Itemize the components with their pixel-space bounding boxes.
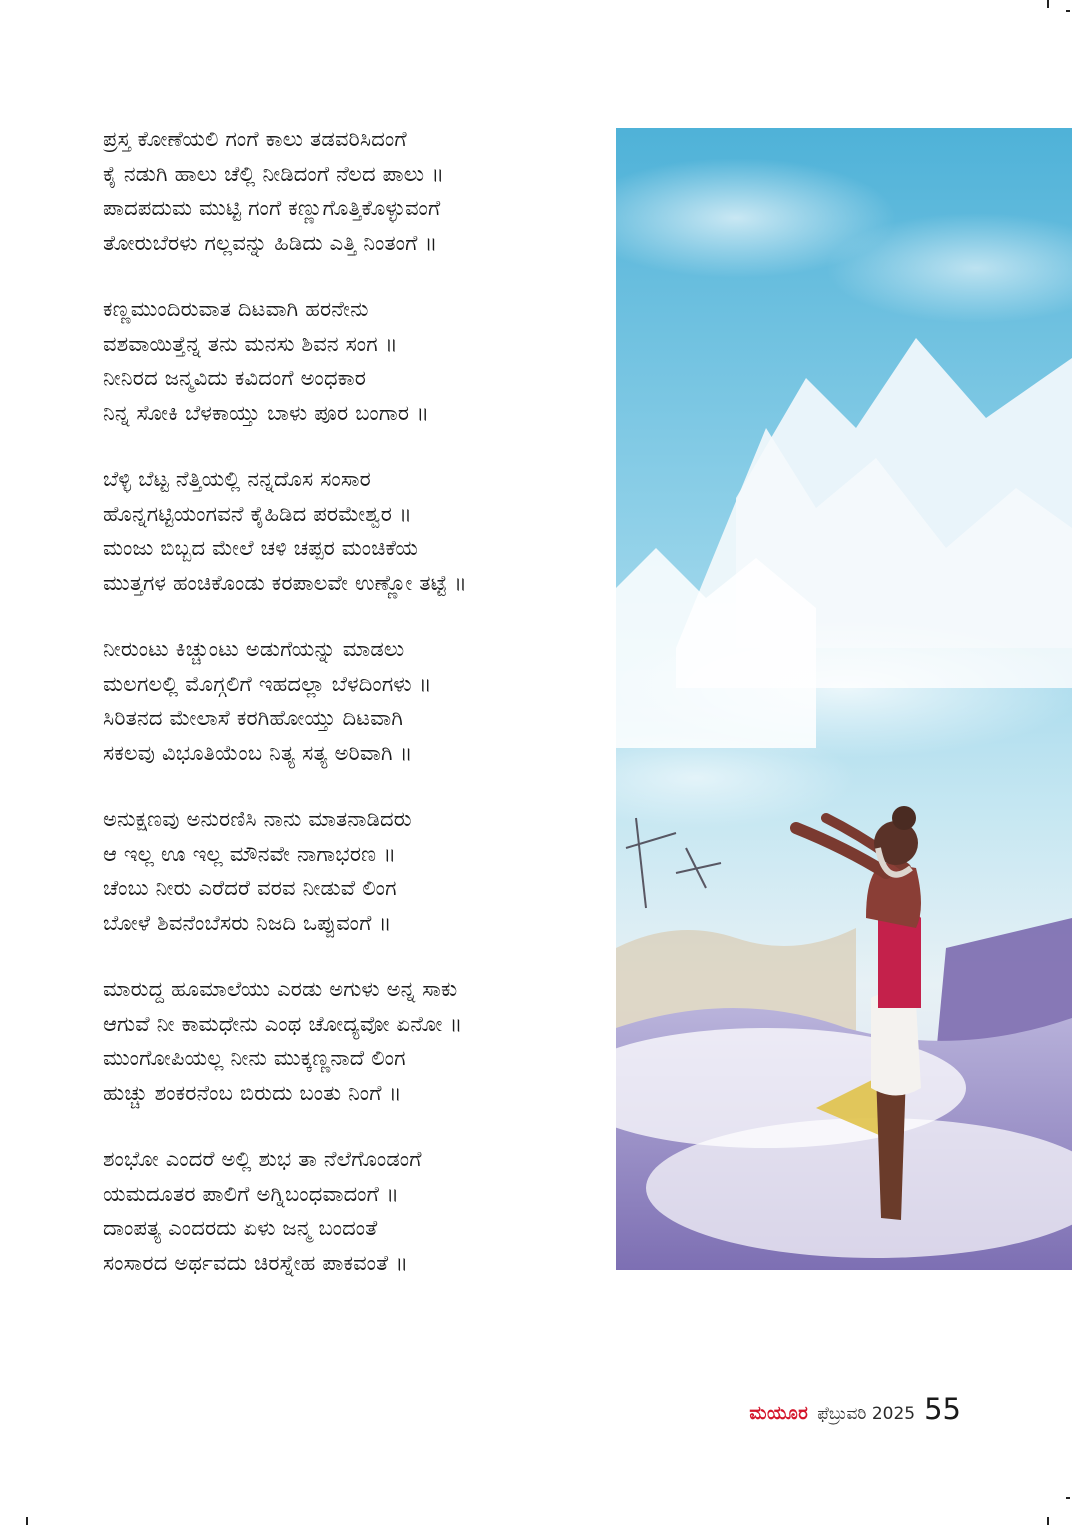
poem-line: ಅನುಕ್ಷಣವು ಅನುರಣಿಸಿ ನಾನು ಮಾತನಾಡಿದರು (103, 807, 412, 831)
poem-line: ಕೈ ನಡುಗಿ ಹಾಲು ಚೆಲ್ಲಿ ನೀಡಿದಂಗೆ ನೆಲದ ಪಾಲು ॥ (103, 161, 445, 186)
poem-line: ಸಂಸಾರದ ಅರ್ಥವದು ಚಿರಸ್ನೇಹ ಪಾಕವಂತೆ ॥ (103, 1250, 409, 1275)
poem-line: ಬೆಳ್ಳಿ ಬೆಟ್ಟ ನೆತ್ತಿಯಲ್ಲಿ ನನ್ನದೊಸ ಸಂಸಾರ (103, 467, 371, 491)
poem-line: ನೀರುಂಟು ಕಿಚ್ಚುಂಟು ಅಡುಗೆಯನ್ನು ಮಾಡಲು (103, 637, 405, 661)
poem-line: ಹುಚ್ಚು ಶಂಕರನೆಂಬ ಬಿರುದು ಬಂತು ನಿಂಗೆ ॥ (103, 1080, 402, 1105)
stanza (103, 632, 603, 770)
poem-line: ಆಗುವೆ ನೀ ಕಾಮಧೇನು ಎಂಥ ಚೋದ್ಯವೋ ಏನೋ ॥ (103, 1011, 463, 1036)
poem-text (103, 122, 603, 1312)
poem-line: ವಶವಾಯಿತ್ತೆನ್ನ ತನು ಮನಸು ಶಿವನ ಸಂಗ ॥ (103, 331, 398, 356)
poem-line: ಸಿರಿತನದ ಮೇಲಾಸೆ ಕರಗಿಹೋಯ್ತು ದಿಟವಾಗಿ (103, 706, 404, 730)
poem-line: ಚೆಂಬು ನೀರು ಎರೆದರೆ ವರವ ನೀಡುವೆ ಲಿಂಗ (103, 876, 397, 900)
devotee-painting (616, 128, 1072, 1270)
poem-line: ಸಕಲವು ವಿಭೂತಿಯೆಂಬ ನಿತ್ಯ ಸತ್ಯ ಅರಿವಾಗಿ ॥ (103, 740, 413, 765)
poem-line: ಮಲಗಲಲ್ಲಿ ಮೊಗ್ಗಲಿಗೆ ಇಹದಲ್ಲಾ ಬೆಳದಿಂಗಳು ॥ (103, 671, 432, 696)
issue-date: ಫೆಬ್ರುವರಿ 2025 (817, 1404, 916, 1424)
page-number: 55 (924, 1392, 961, 1426)
crop-mark (1047, 1517, 1049, 1525)
crop-mark (1066, 1497, 1070, 1499)
crop-mark (1066, 10, 1070, 12)
stanza (103, 1142, 603, 1280)
poem-line: ಆ ಇಲ್ಲ ಊ ಇಲ್ಲ ಮೌನವೇ ನಾಗಾಭರಣ ॥ (103, 841, 397, 866)
poem-line: ಮುತ್ತಗಳ ಹಂಚಿಕೊಂಡು ಕರಪಾಲವೇ ಉಣ್ಣೋ ತಟ್ಟೆ ॥ (103, 570, 467, 595)
stanza (103, 972, 603, 1110)
poem-line: ಹೊನ್ನಗಟ್ಟಿಯಂಗವನೆ ಕೈಹಿಡಿದ ಪರಮೇಶ್ವರ ॥ (103, 501, 412, 526)
poem-line: ಮಂಜು ಬಿಬ್ಬದ ಮೇಲೆ ಚಳಿ ಚಪ್ಪರ ಮಂಚಿಕೆಯ (103, 536, 419, 560)
poem-line: ಪಾದಪದುಮ ಮುಟ್ಟಿ ಗಂಗೆ ಕಣ್ಣುಗೊತ್ತಿಕೊಳ್ಳುವಂಗೆ (103, 196, 441, 220)
crop-mark (1047, 0, 1049, 8)
poem-line: ನಿನ್ನ ಸೋಕಿ ಬೆಳಕಾಯ್ತು ಬಾಳು ಪೂರ ಬಂಗಾರ ॥ (103, 400, 430, 425)
poem-line: ಯಮದೂತರ ಪಾಲಿಗೆ ಅಗ್ನಿಬಂಧವಾದಂಗೆ ॥ (103, 1181, 399, 1206)
crop-mark (26, 1517, 28, 1525)
poem-line: ಪ್ರಸ್ತ ಕೋಣೆಯಲಿ ಗಂಗೆ ಕಾಲು ತಡವರಿಸಿದಂಗೆ (103, 127, 407, 151)
poem-line: ಕಣ್ಣಮುಂದಿರುವಾತ ದಿಟವಾಗಿ ಹರನೇನು (103, 297, 369, 321)
poem-line: ನೀನಿರದ ಜನ್ಮವಿದು ಕವಿದಂಗೆ ಅಂಧಕಾರ (103, 366, 367, 390)
poem-line: ದಾಂಪತ್ಯ ಎಂದರದು ಏಳು ಜನ್ಮ ಬಂದಂತೆ (103, 1216, 378, 1240)
stanza (103, 122, 603, 260)
poem-line: ಮುಂಗೋಪಿಯಲ್ಲ ನೀನು ಮುಕ್ಕಣ್ಣನಾದೆ ಲಿಂಗ (103, 1046, 406, 1070)
stanza (103, 462, 603, 600)
poem-line: ಶಂಭೋ ಎಂದರೆ ಅಲ್ಲಿ ಶುಭ ತಾ ನೆಲೆಗೊಂಡಂಗೆ (103, 1147, 422, 1171)
stanza (103, 802, 603, 940)
poem-line: ತೋರುಬೆರಳು ಗಲ್ಲವನ್ನು ಹಿಡಿದು ಎತ್ತಿ ನಿಂತಂಗೆ ॥ (103, 230, 438, 255)
stanza (103, 292, 603, 430)
poem-line: ಬೋಳೆ ಶಿವನೆಂಬೆಸರು ನಿಜದಿ ಒಪ್ಪುವಂಗೆ ॥ (103, 910, 392, 935)
magazine-name: ಮಯೂರ (749, 1403, 809, 1424)
page-footer (749, 1392, 961, 1428)
poem-line: ಮಾರುದ್ದ ಹೂಮಾಲೆಯು ಎರಡು ಅಗುಳು ಅನ್ನ ಸಾಕು (103, 977, 458, 1001)
